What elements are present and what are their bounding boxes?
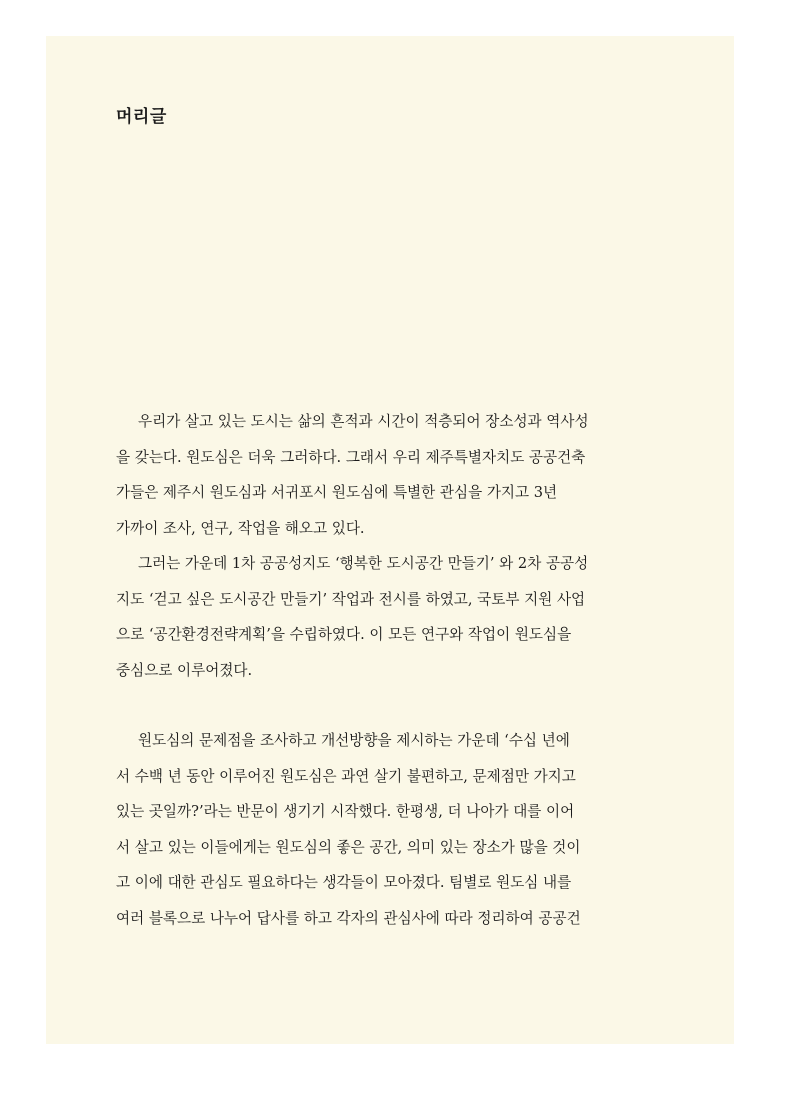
paragraph-spacer <box>116 688 626 723</box>
text-line: 중심으로 이루어졌다. <box>116 661 253 679</box>
document-page <box>46 36 734 1044</box>
paragraph-1 <box>116 404 626 546</box>
text-line: 지도 ‘걷고 싶은 도시공간 만들기’ 작업과 전시를 하였고, 국토부 지원 사업 <box>116 590 586 608</box>
text-line: 고 이에 대한 관심도 필요하다는 생각들이 모아졌다. 팀별로 원도심 내를 <box>116 874 572 891</box>
body-text <box>116 404 626 936</box>
text-line: 서 수백 년 동안 이루어진 원도심은 과연 살기 불편하고, 문제점만 가지고 <box>116 767 576 785</box>
text-line: 으로 ‘공간환경전략계획’을 수립하였다. 이 모든 연구와 작업이 원도심을 <box>116 626 572 643</box>
text-line: 그러는 가운데 1차 공공성지도 ‘행복한 도시공간 만들기’ 와 2차 공공성 <box>138 555 589 572</box>
paragraph-2 <box>116 546 626 688</box>
text-line: 원도심의 문제점을 조사하고 개선방향을 제시하는 가운데 ‘수십 년에 <box>138 732 570 749</box>
text-line: 서 살고 있는 이들에게는 원도심의 좋은 공간, 의미 있는 장소가 많을 것이 <box>116 838 581 856</box>
text-line: 우리가 살고 있는 도시는 삶의 흔적과 시간이 적층되어 장소성과 역사성 <box>138 413 589 430</box>
text-line: 있는 곳일까?’라는 반문이 생기기 시작했다. 한평생, 더 나아가 대를 이어 <box>116 803 575 820</box>
text-line: 가들은 제주시 원도심과 서귀포시 원도심에 특별한 관심을 가지고 3년 <box>116 484 558 501</box>
text-line: 여러 블록으로 나누어 답사를 하고 각자의 관심사에 따라 정리하여 공공건 <box>116 909 581 927</box>
paragraph-3 <box>116 723 626 936</box>
page-title: 머리글 <box>116 107 167 127</box>
text-line: 을 갖는다. 원도심은 더욱 그러하다. 그래서 우리 제주특별자치도 공공건축 <box>116 448 586 466</box>
text-line: 가까이 조사, 연구, 작업을 해오고 있다. <box>116 519 365 537</box>
